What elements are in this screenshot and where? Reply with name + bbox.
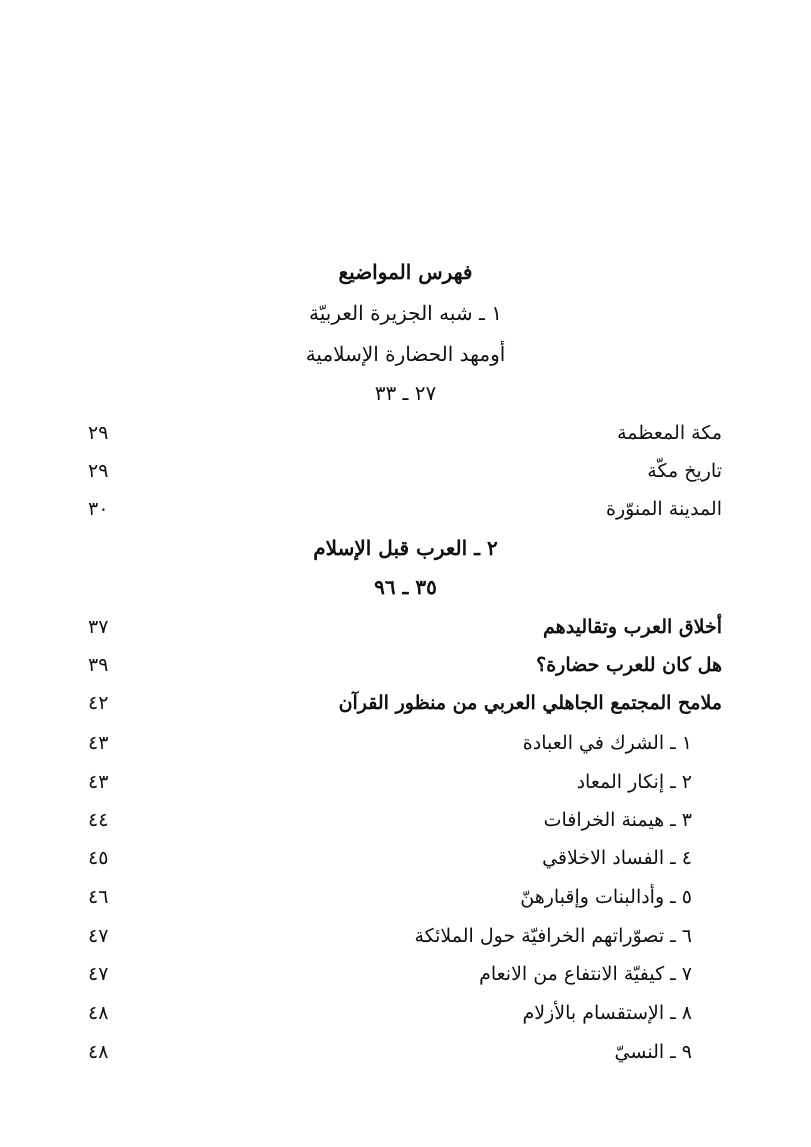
toc-entry-page: ٣٩ [88, 654, 109, 676]
toc-entry [88, 649, 722, 681]
toc-entry-page: ٤٣ [88, 771, 109, 793]
toc-entry-title: ٩ ـ النسيّ [614, 1041, 692, 1063]
toc-subentry [88, 1036, 722, 1068]
toc-entry-title: ٣ ـ هيمنة الخرافات [543, 809, 692, 831]
toc-entry-page: ٤٦ [88, 886, 109, 908]
toc-entry-page: ٣٧ [88, 616, 109, 638]
toc-subentry [88, 958, 722, 990]
toc-entry [88, 455, 722, 487]
toc-subentry [88, 881, 722, 913]
toc-entry-title: ٤ ـ الفساد الاخلاقي [542, 847, 692, 869]
toc-entry-title: أخلاق العرب وتقاليدهم [543, 616, 722, 638]
toc-subentry [88, 727, 722, 759]
toc-entry-title: ٨ ـ الإستقسام بالأزلام [522, 1002, 692, 1024]
toc-entry-page: ٤٤ [88, 809, 109, 831]
toc-entry [88, 611, 722, 643]
toc-entry-page: ٤٢ [88, 692, 109, 714]
toc-entry-title: ملامح المجتمع الجاهلي العربي من منظور القرآن [338, 692, 722, 714]
toc-entry [88, 493, 722, 525]
toc-entry-page: ٣٠ [88, 498, 109, 520]
toc-entry-title: ٧ ـ كيفيّة الانتفاع من الانعام [479, 963, 692, 985]
toc-subentry [88, 997, 722, 1029]
toc-entry [88, 687, 722, 719]
toc-subentry [88, 766, 722, 798]
toc-entry-title: ٥ ـ وأدالبنات وإقبارهنّ [520, 886, 692, 908]
toc-entry-title: تاريخ مكّة [647, 460, 722, 482]
toc-entry-page: ٤٣ [88, 732, 109, 754]
section-2-page-range: ٣٥ ـ ٩٦ [374, 575, 437, 599]
section-1-page-range: ٢٧ ـ ٣٣ [374, 381, 437, 405]
toc-entry-title: هل كان للعرب حضارة؟ [536, 654, 722, 676]
toc-entry-page: ٤٥ [88, 847, 109, 869]
toc-subentry [88, 920, 722, 952]
toc-title: فهرس المواضيع [338, 260, 473, 284]
toc-entry-page: ٤٨ [88, 1002, 109, 1024]
toc-entry-title: المدينة المنوّرة [605, 498, 722, 520]
toc-entry-page: ٤٨ [88, 1041, 109, 1063]
toc-subentry [88, 842, 722, 874]
toc-entry-page: ٤٧ [88, 925, 109, 947]
section-1-heading-line-2: أومهد الحضارة الإسلامية [305, 342, 506, 366]
toc-entry-title: ١ ـ الشرك في العبادة [522, 732, 692, 754]
toc-entry-page: ٢٩ [88, 460, 109, 482]
toc-entry-title: ٦ ـ تصوّراتهم الخرافيّة حول الملائكة [414, 925, 692, 947]
toc-entry [88, 417, 722, 449]
toc-entry-title: ٢ ـ إنكار المعاد [576, 771, 692, 793]
toc-entry-page: ٢٩ [88, 422, 109, 444]
toc-subentry [88, 804, 722, 836]
section-1-heading-line-1: ١ ـ شبه الجزيرة العربيّة [309, 301, 502, 325]
section-2-heading: ٢ ـ العرب قبل الإسلام [313, 536, 498, 560]
toc-entry-title: مكة المعظمة [617, 422, 722, 444]
toc-entry-page: ٤٧ [88, 963, 109, 985]
